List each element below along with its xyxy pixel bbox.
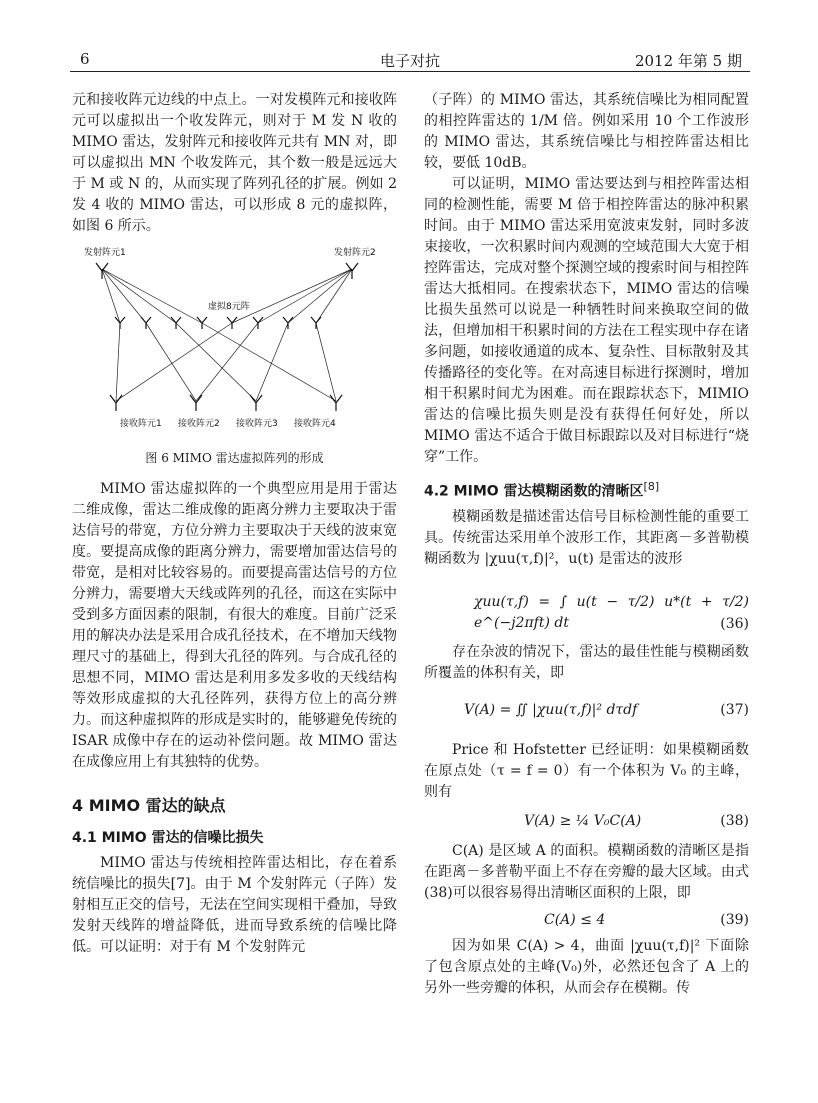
antenna-icon: [171, 317, 181, 329]
paragraph: 存在杂波的情况下，雷达的最佳性能与模糊函数所覆盖的体积有关，即: [424, 643, 749, 681]
paragraph: 模糊函数是描述雷达信号目标检测性能的重要工具。传统雷达采用单个波形工作，其距离－多普勒模糊函数为 |χuu(τ,f)|²，u(t) 是雷达的波形: [424, 508, 749, 567]
equation-number: (37): [720, 701, 749, 718]
paragraph: （子阵）的 MIMO 雷达，其系统信噪比为相同配置的相控阵雷达的 1/M 倍。例如采用 10 个工作波形的 MIMO 雷达，其系统信噪比与相控阵雷达相比较，要低 10dB。: [424, 92, 749, 171]
equation-body: V(A) ≥ ¼ V₀C(A): [524, 812, 642, 829]
antenna-icon: [115, 317, 125, 329]
equation-body: V(A) = ∬ |χuu(τ,f)|² dτdf: [464, 701, 638, 718]
rx3-label: 接收阵元3: [236, 419, 278, 429]
virtual-array-diagram: [72, 241, 397, 446]
subsection-heading: 4.1 MIMO 雷达的信噪比损失: [72, 830, 264, 846]
paragraph: 可以证明，MIMO 雷达要达到与相控阵雷达相同的检测性能，需要 M 倍于相控阵雷达的脉冲积累时间。由于 MIMO 雷达采用宽波束发射，同时多波束接收，一次积累时间内观测的空域范围大大宽于相控阵雷达，完成对整个探测空域的搜索时间与相控阵雷达大抵相同。在搜索状态下，MIMO 雷达的信噪比损失虽然可以说是一种牺牲时间来换取空间的做法，但增加相干积累时间的方法在工程实现中存在诸多问题，如接收通道的成本、复杂性、目标散射及其传播路径的变化等。在对高速目标进行探测时，增加相干积累时间尤为困难。而在跟踪状态下，MIMIO 雷达的信噪比损失则是没有获得任何好处，所以 MIMO 雷达不适合于做目标跟踪以及对目标进行“烧穿”工作。: [424, 176, 749, 465]
paragraph: 因为如果 C(A) > 4，曲面 |χuu(τ,f)|² 下面除了包含原点处的主峰(V₀)外，必然还包含了 A 上的另外一些旁瓣的体积，从而会存在模糊。传: [424, 937, 749, 996]
subsection-title: 4.2 MIMO 雷达模糊函数的清晰区: [424, 483, 644, 500]
equation-36: [424, 574, 749, 638]
equation-37: [424, 688, 749, 736]
page-header: [70, 44, 750, 72]
antenna-icon: [197, 317, 207, 329]
antenna-icon: [250, 395, 262, 411]
equation-38: [424, 807, 749, 837]
figure-6: [72, 241, 397, 446]
equation-body: χuu(τ,f) = ∫ u(t − τ/2) u*(t + τ/2) e^(−j2πft) dt: [474, 593, 749, 631]
tx1-label: 发射阵元1: [84, 248, 126, 258]
equation-39: [424, 908, 749, 932]
antenna-icon: [311, 317, 321, 329]
paragraph: Price 和 Hofstetter 已经证明：如果模糊函数在原点处（τ = f = 0）有一个体积为 V₀ 的主峰，则有: [424, 741, 749, 800]
citation: [8]: [643, 480, 660, 493]
antenna-icon: [141, 317, 151, 329]
header-rule: [70, 71, 750, 72]
rx2-label: 接收阵元2: [178, 419, 220, 429]
left-column: [72, 90, 397, 958]
issue-label: 2012 年第 5 期: [634, 52, 742, 70]
equation-number: (38): [720, 812, 749, 829]
rx1-label: 接收阵元1: [120, 419, 162, 429]
equation-number: (39): [720, 911, 749, 928]
antenna-icon: [283, 317, 293, 329]
antenna-icon: [227, 317, 237, 329]
page-number: 6: [80, 50, 90, 68]
subsection-heading: [424, 476, 749, 503]
section-heading: 4 MIMO 雷达的缺点: [72, 796, 226, 815]
equation-body: C(A) ≤ 4: [544, 911, 606, 928]
antenna-icon: [190, 395, 202, 411]
right-column: [424, 90, 749, 999]
tx2-label: 发射阵元2: [334, 248, 376, 258]
paragraph: MIMO 雷达与传统相控阵雷达相比，存在着系统信噪比的损失[7]。由于 M 个发射阵元（子阵）发射相互正交的信号，无法在空间实现相干叠加，导致发射天线阵的增益降低，进而导致系统的信噪比降低。可以证明：对于有 M 个发射阵元: [72, 855, 397, 955]
paragraph: MIMO 雷达虚拟阵的一个典型应用是用于雷达二维成像，雷达二维成像的距离分辨力主要取决于雷达信号的带宽，方位分辨力主要取决于天线的波束宽度。要提高成像的距离分辨力，需要增加雷达信号的带宽，是相对比较容易的。而要提高雷达信号的方位分辨力，需要增大天线或阵列的孔径，而这在实际中受到多方面因素的限制，有很大的难度。目前广泛采用的解决办法是采用合成孔径技术，在不增加天线物理尺寸的基础上，得到大孔径的阵列。与合成孔径的思想不同，MIMO 雷达是利用多发多收的天线结构等效形成虚拟的大孔径阵列，获得方位上的高分辨力。而这种虚拟阵的形成是实时的，能够避免传统的 ISAR 成像中存在的运动补偿问题。故 MIMO 雷达在成像应用上有其独特的优势。: [72, 481, 397, 770]
virtual-array-label: 虚拟8元阵: [208, 302, 250, 312]
rx4-label: 接收阵元4: [294, 419, 336, 429]
figure-caption: 图 6 MIMO 雷达虚拟阵列的形成: [145, 451, 324, 465]
equation-number: (36): [720, 615, 749, 632]
paragraph: C(A) 是区域 A 的面积。模糊函数的清晰区是指在距离－多普勒平面上不存在旁瓣的最大区域。由式(38)可以很容易得出清晰区面积的上限，即: [424, 842, 749, 901]
paragraph: 元和接收阵元边线的中点上。一对发模阵元和接收阵元可以虚拟出一个收发阵元，则对于 M 发 N 收的 MIMO 雷达，发射阵元和接收阵元共有 MN 对，即可以虚拟出 MN 个收发阵元，其个数一般是远远大于 M 或 N 的，从而实现了阵列孔径的扩展。例如 2 发 4 收的 MIMO 雷达，可以形成 8 元的虚拟阵，如图 6 所示。: [72, 92, 397, 234]
antenna-icon: [330, 395, 342, 411]
journal-name: 电子对抗: [379, 52, 440, 70]
